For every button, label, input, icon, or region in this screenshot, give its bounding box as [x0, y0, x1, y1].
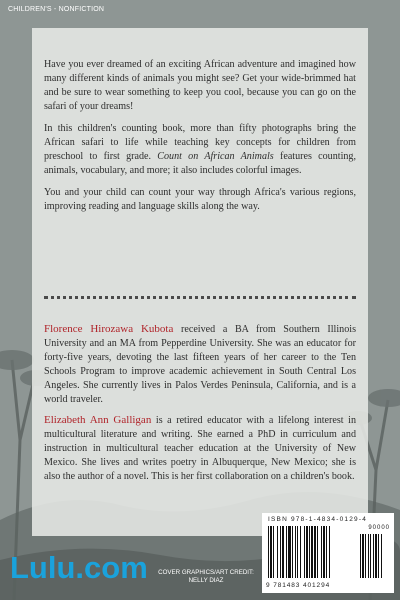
author-name-1: Florence Hirozawa Kubota [44, 323, 174, 335]
isbn-label: ISBN 978-1-4834-0129-4 [268, 516, 368, 523]
barcode-bar [288, 526, 291, 578]
isbn-barcode [262, 513, 394, 593]
barcode-bar [326, 526, 327, 578]
barcode-bar [309, 526, 310, 578]
author-name-2: Elizabeth Ann Galligan [44, 414, 152, 426]
author-bio-text-1: received a BA from Southern Illinois University and an MA from Pepperdine University. She was an educator for forty-five years, devoting the last fifteen years of her career to the Ten Schools Program to improve academic achievement in South Central Los Angeles. She currently lives in Palos Verdes Peninsula, California, and is a world traveler. [44, 324, 356, 405]
barcode-bars-icon [266, 526, 390, 582]
description-paragraph-3: You and your child can count your way through Africa's various regions, improving reading and language skills along the way. [44, 187, 356, 212]
cover-credit-label: COVER GRAPHICS/ART CREDIT: [158, 569, 254, 576]
barcode-addon-bar [368, 534, 369, 578]
cover-credit [156, 569, 256, 585]
barcode-addon-bar [378, 534, 379, 578]
barcode-bar [304, 526, 305, 578]
price-code: 90000 [368, 525, 390, 531]
barcode-bar [323, 526, 325, 578]
barcode-addon-bar [373, 534, 374, 578]
barcode-bar [280, 526, 281, 578]
author-bio-2 [44, 413, 356, 484]
barcode-bar [295, 526, 296, 578]
barcode-bar [306, 526, 308, 578]
lulu-logo-text: Lulu.com [10, 550, 148, 585]
description-paragraph-2-start: In this children's counting book, more than fifty photographs bring the African safari to life while teaching key concepts for children from preschool to first grade. [44, 123, 356, 162]
book-title-italic: Count on African Animals [157, 151, 274, 162]
lulu-logo [10, 548, 150, 588]
barcode-bar [268, 526, 269, 578]
author-bios [44, 322, 356, 490]
barcode-bar [273, 526, 274, 578]
barcode-bar [317, 526, 318, 578]
barcode-bar [292, 526, 293, 578]
barcode-bar [286, 526, 287, 578]
book-description [44, 58, 356, 222]
barcode-addon-bar [362, 534, 364, 578]
dotted-divider [44, 296, 356, 299]
barcode-digits: 9 781483 401294 [266, 582, 331, 589]
cover-credit-name: NELLY DIAZ [188, 577, 224, 584]
barcode-bar [297, 526, 298, 578]
barcode-bar [321, 526, 322, 578]
barcode-bar [329, 526, 330, 578]
barcode-addon-bar [375, 534, 377, 578]
category-label: CHILDREN'S - NONFICTION [8, 6, 105, 13]
barcode-addon-bar [360, 534, 361, 578]
barcode-addon-bar [365, 534, 366, 578]
description-paragraph-2-end: features counting, animals, vocabulary, and more; it also includes colorful images. [44, 151, 356, 176]
barcode-addon-bar [370, 534, 371, 578]
barcode-bar [282, 526, 284, 578]
barcode-addon-bar [381, 534, 382, 578]
barcode-bar [311, 526, 313, 578]
author-bio-text-2: is a retired educator with a lifelong interest in multicultural literature and writing. She earned a PhD in curriculum and instruction in multicultural teacher education at the University of New Mexico. She lives and writes poetry in Albuquerque, New Mexico; she is also the author of a novel. This is her first collaboration on a children's book. [44, 415, 357, 482]
barcode-bar [300, 526, 301, 578]
description-paragraph-1: Have you ever dreamed of an exciting African adventure and imagined how many different kinds of animals you might see? Get your wide-brimmed hat and be sure to wear something to keep you cool, because you can go on the safari of your dreams! [44, 59, 356, 112]
description-paragraph-2 [44, 122, 356, 178]
author-bio-1 [44, 322, 356, 407]
barcode-bar [277, 526, 278, 578]
barcode-bar [270, 526, 272, 578]
barcode-bar [314, 526, 316, 578]
